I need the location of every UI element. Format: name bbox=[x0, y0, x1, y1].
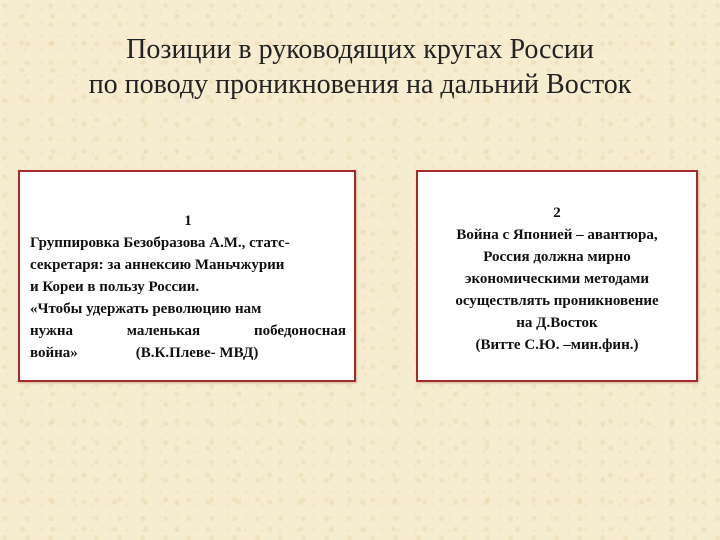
position-1-line-2: секретаря: за аннексию Маньчжурии bbox=[30, 257, 285, 273]
slide-title-line-2: по поводу проникновения на дальний Восток bbox=[88, 69, 632, 100]
position-1-word: нужна bbox=[30, 323, 73, 339]
position-1-word: маленькая bbox=[126, 323, 201, 339]
slide-title-line-1: Позиции в руководящих кругах России bbox=[126, 34, 594, 65]
position-text-2 bbox=[424, 202, 690, 356]
slide-title bbox=[0, 32, 720, 102]
position-box-1 bbox=[18, 170, 356, 382]
position-1-line-5 bbox=[30, 320, 346, 342]
position-1-line-1: Группировка Безобразова А.М., статс- bbox=[30, 235, 290, 251]
position-1-attribution: (В.К.Плеве- МВД) bbox=[135, 345, 259, 361]
position-2-attribution: (Витте С.Ю. –мин.фин.) bbox=[475, 337, 639, 353]
position-2-line-3: экономическими методами bbox=[464, 271, 650, 287]
position-1-line-4: «Чтобы удержать революцию нам bbox=[30, 301, 262, 317]
position-number-2: 2 bbox=[553, 205, 561, 221]
position-1-line-6 bbox=[30, 342, 346, 364]
position-2-line-1: Война с Японией – авантюра, bbox=[456, 227, 658, 243]
position-2-line-2: Россия должна мирно bbox=[483, 249, 631, 265]
position-box-2 bbox=[416, 170, 698, 382]
position-1-quote-end: война» bbox=[30, 345, 78, 361]
position-2-line-4: осуществлять проникновение bbox=[455, 293, 659, 309]
position-number-1: 1 bbox=[184, 213, 192, 229]
position-1-word: победоносная bbox=[253, 323, 346, 339]
position-1-line-3: и Кореи в пользу России. bbox=[30, 279, 200, 295]
position-2-line-5: на Д.Восток bbox=[516, 315, 598, 331]
position-text-1 bbox=[30, 232, 346, 364]
